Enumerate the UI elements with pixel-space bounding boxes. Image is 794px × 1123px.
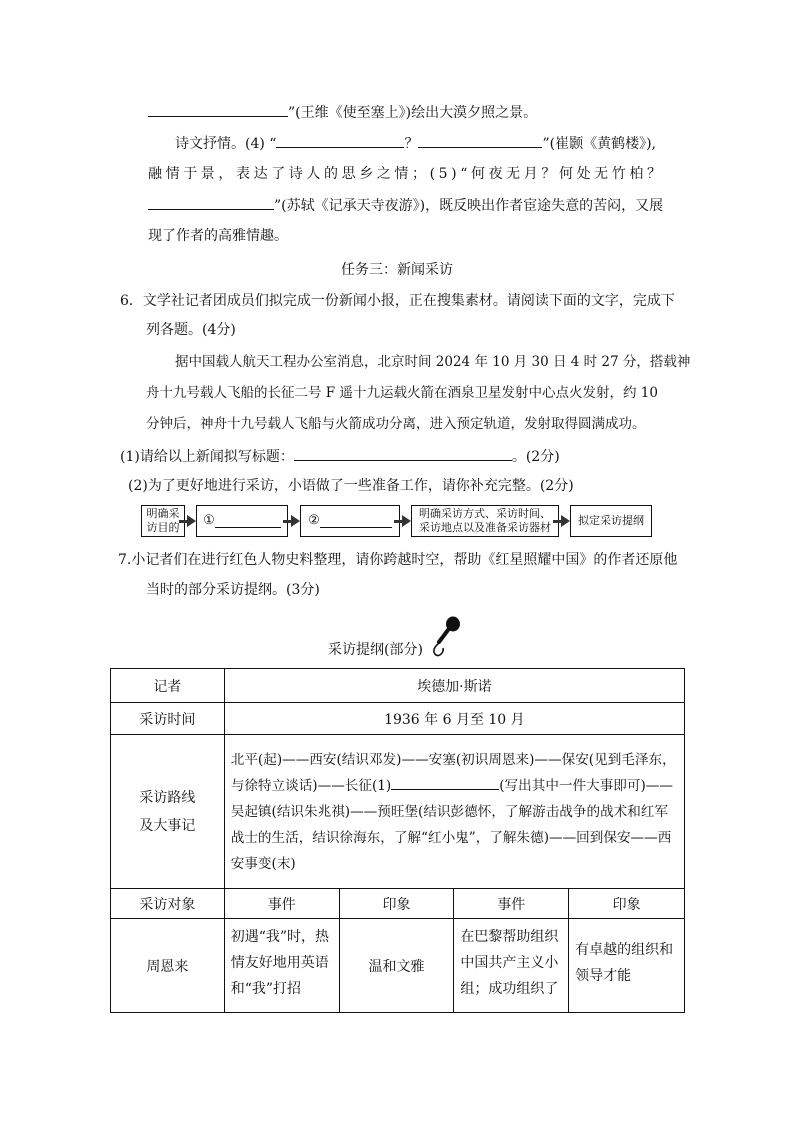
answer-blank[interactable] [418, 133, 542, 148]
header-impression: 印象 [339, 889, 454, 919]
header-event: 事件 [454, 889, 569, 919]
flow-step-blank-2: ② [300, 505, 400, 537]
outline-title: 采访提纲(部分) [328, 642, 423, 658]
flow-arrow-icon [561, 515, 570, 527]
event-cell: 在巴黎帮助组织中国共产主义小组；成功组织了 [454, 919, 569, 1013]
time-label: 采访时间 [111, 703, 225, 735]
poem-line-4: ”(苏轼《记承天寺夜游》)，既反映出作者宦途失意的苦闷，又展 [148, 195, 663, 216]
table-row [111, 735, 685, 889]
flow-answer-blank-1[interactable] [215, 515, 281, 528]
q6-stem-line-1: 6．文学社记者团成员们拟完成一份新闻小报，正在搜集素材。请阅读下面的文字，完成下 [120, 293, 675, 309]
flow-arrow-icon [402, 515, 411, 527]
table-row [111, 669, 685, 703]
interview-outline-table [110, 668, 685, 1013]
header-subject: 采访对象 [111, 889, 225, 919]
flow-step-prepare: 明确采访方式、采访时间、 采访地点以及准备采访器材 [411, 505, 559, 537]
reporter-value: 埃德加·斯诺 [224, 669, 684, 703]
microphone-icon [426, 614, 466, 658]
poem-line-1: ”(王维《使至塞上》)绘出大漠夕照之景。 [148, 102, 537, 123]
poem-line-3: 融情于景，表达了诗人的思乡之情；(5)“何夜无月？何处无竹柏？ [148, 166, 665, 182]
header-event: 事件 [224, 889, 339, 919]
reporter-label: 记者 [111, 669, 225, 703]
task-title: 任务三：新闻采访 [341, 262, 453, 278]
table-row [111, 889, 685, 919]
flow-step-blank-1: ① [196, 505, 288, 537]
news-line-2: 舟十九号载人飞船的长征二号 F 遥十九运载火箭在酒泉卫星发射中心点火发射，约 10 [146, 385, 658, 401]
header-impression: 印象 [569, 889, 685, 919]
flow-step-define-purpose: 明确采 访目的 [141, 505, 185, 537]
news-line-1: 据中国载人航天工程办公室消息，北京时间 2024 年 10 月 30 日 4 时 27 分，搭载神 [175, 354, 691, 370]
poem-line-5: 现了作者的高雅情趣。 [148, 228, 288, 244]
impression-cell: 温和文雅 [339, 919, 454, 1013]
table-row [111, 703, 685, 735]
q7-stem-line-2: 当时的部分采访提纲。(3分) [146, 582, 320, 598]
answer-blank[interactable] [148, 102, 288, 117]
answer-blank[interactable] [276, 133, 404, 148]
q6-sub1: (1)请给以上新闻拟写标题： 。(2分) [120, 446, 560, 467]
flow-arrow-icon [187, 515, 196, 527]
time-value: 1936 年 6 月至 10 月 [224, 703, 684, 735]
event-cell: 初遇“我”时，热情友好地用英语和“我”打招 [224, 919, 339, 1013]
q6-sub2: (2)为了更好地进行采访，小语做了一些准备工作，请你补充完整。(2分) [128, 478, 574, 494]
news-line-3: 分钟后，神舟十九号载人飞船与火箭成功分离，进入预定轨道，发射取得圆满成功。 [146, 416, 646, 432]
flow-answer-blank-2[interactable] [320, 515, 392, 528]
headline-answer-blank[interactable] [294, 446, 512, 461]
q6-stem-line-2: 列各题。(4分) [146, 322, 236, 338]
flow-arrow-icon [291, 515, 300, 527]
q7-stem-line-1: 7.小记者们在进行红色人物史料整理，请你跨越时空，帮助《红星照耀中国》的作者还原他 [118, 552, 678, 568]
long-march-answer-blank[interactable] [391, 775, 499, 790]
table-row [111, 919, 685, 1013]
answer-blank[interactable] [148, 195, 274, 210]
route-label: 采访路线 及大事记 [111, 735, 225, 889]
flow-step-draft-outline: 拟定采访提纲 [570, 505, 652, 537]
subject-name: 周恩来 [111, 919, 225, 1013]
poem-line-2: 诗文抒情。(4) “ ？ ”(崔颢《黄鹤楼》), [175, 133, 656, 154]
route-events: 北平(起)——西安(结识邓发)——安塞(初识周恩来)——保安(见到毛泽东，与徐特立谈话)——长征(1) (写出其中一件大事即可)——吴起镇(结识朱兆祺)——预旺堡(结识彭德怀，了解游击战争的战术和红军战士的生活，结识徐海东，了解“红小鬼”，了解朱德)——回到保安——西安事变(末) [224, 735, 684, 889]
impression-cell: 有卓越的组织和领导才能 [569, 919, 685, 1013]
